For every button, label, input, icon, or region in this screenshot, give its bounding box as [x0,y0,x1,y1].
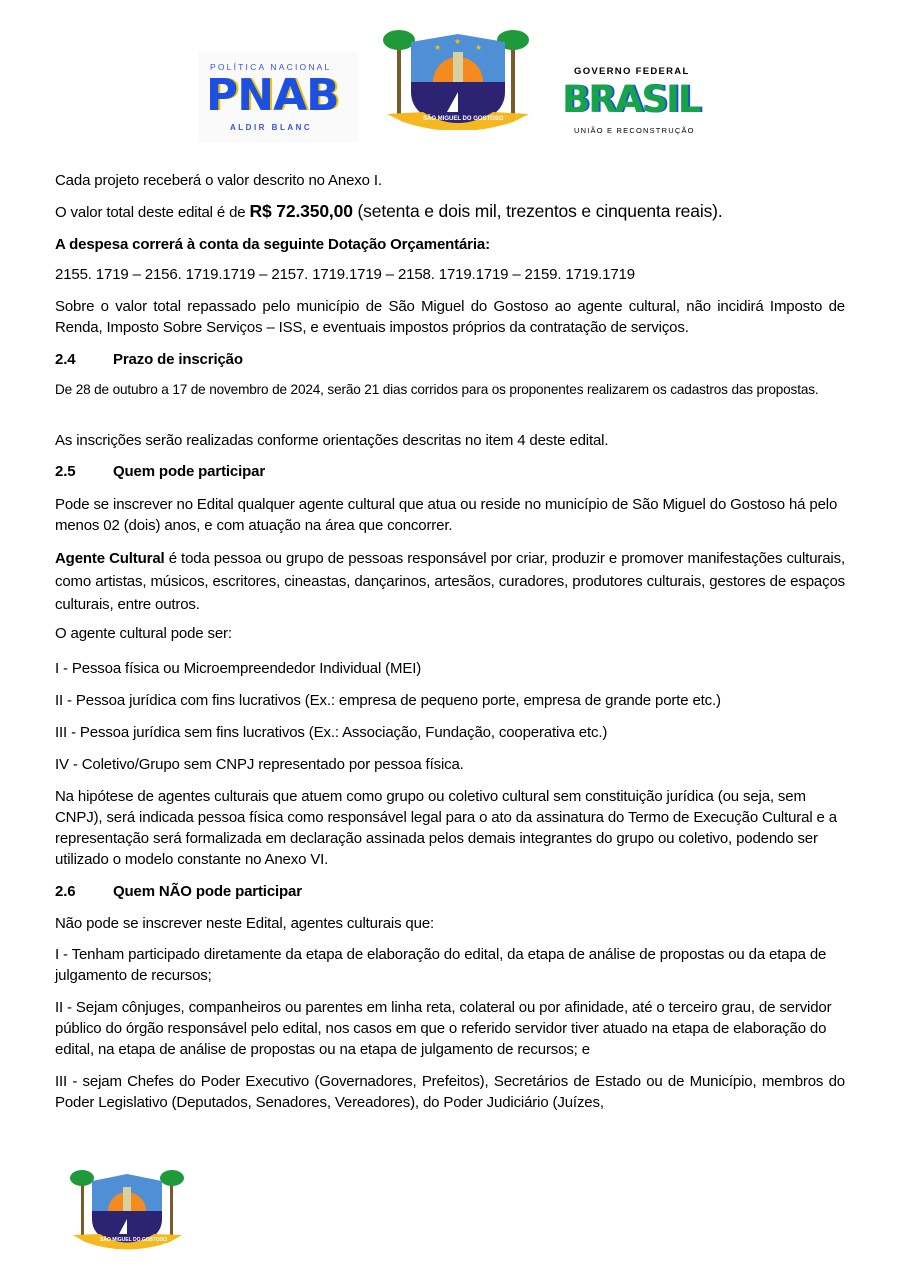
gov-logo-top: GOVERNO FEDERAL [574,66,690,77]
list-item: I - Tenham participado diretamente da etapa de elaboração do edital, da etapa de análise de propostas ou da etapa de julgamento de recursos; [55,946,827,984]
pnab-logo-main: PNAB [206,70,339,121]
paragraph: De 28 de outubro a 17 de novembro de 2024, serão 21 dias corridos para os proponentes realizarem os cadastros das propostas. [55,382,819,397]
seal-graphic [383,22,533,130]
text: O valor total deste edital é de [55,204,250,221]
section-number: 2.4 [55,351,76,368]
gov-logo-bottom: UNIÃO E RECONSTRUÇÃO [574,126,695,135]
term: Agente Cultural [55,550,165,567]
text: (setenta e dois mil, trezentos e cinquenta reais). [352,201,723,221]
section-heading-2-5 [55,461,845,482]
paragraph: Pode se inscrever no Edital qualquer agente cultural que atua ou reside no município de São Miguel do Gostoso há pelo menos 02 (dois) anos, e com atuação na área que concorrer. [55,496,838,534]
list-item: I - Pessoa física ou Microempreendedor Individual (MEI) [55,660,422,677]
budget-codes: 2155. 1719 – 2156. 1719.1719 – 2157. 1719.1719 – 2158. 1719.1719 – 2159. 1719.1719 [55,266,635,283]
paragraph-agente-cultural [55,547,845,616]
section-title: Quem pode participar [113,463,266,480]
governo-federal-logo [560,60,720,140]
section-title: Prazo de inscrição [113,351,243,368]
svg-text:★: ★ [454,37,462,46]
paragraph: O agente cultural pode ser: [55,625,232,642]
paragraph: As inscrições serão realizadas conforme orientações descritas no item 4 deste edital. [55,432,609,449]
footer-seal [70,1165,185,1250]
total-value: R$ 72.350,00 [249,201,353,221]
pnab-logo [198,52,358,142]
svg-text:★: ★ [475,43,483,52]
pnab-logo-bottom: ALDIR BLANC [230,123,313,132]
list-item: IV - Coletivo/Grupo sem CNPJ representado por pessoa física. [55,756,464,773]
section-number: 2.6 [55,883,76,900]
seal-ribbon-text: SÃO MIGUEL DO GOSTOSO [423,116,504,122]
gov-logo-main: BRASIL [562,78,700,121]
list-item: III - sejam Chefes do Poder Executivo (Governadores, Prefeitos), Secretários de Estado ou de Município, membros do Poder Legislativo (Deputados, Senadores, Vereadores), do Poder Judiciário (Juízes, [55,1073,845,1111]
svg-text:★: ★ [434,43,442,52]
text: é toda pessoa ou grupo de pessoas responsável por criar, produzir e promover manifestações culturais, como artistas, músicos, escritores, cineastas, dançarinos, artesãos, curadores, produtores culturais, gestores de espaços culturais, entre outros. [55,550,845,613]
paragraph-heading: A despesa correrá à conta da seguinte Dotação Orçamentária: [55,236,490,253]
list-item: II - Sejam cônjuges, companheiros ou parentes em linha reta, colateral ou por afinidade, até o terceiro grau, de servidor público do órgão responsável pelo edital, nos casos em que o referido servidor tiver atuado na etapa de elaboração do edital, na etapa de análise de propostas ou na etapa de julgamento de recursos; e [55,999,832,1058]
section-heading-2-6 [55,881,845,902]
paragraph: Na hipótese de agentes culturais que atuem como grupo ou coletivo cultural sem constituição jurídica (ou seja, sem CNPJ), será indicada pessoa física como responsável legal para o ato da assinatura do Termo de Execução Cultural e a representação será formalizada em declaração assinada pelos demais integrantes do grupo ou coletivo, podendo ser utilizado o modelo constante no Anexo VI. [55,788,837,868]
footer-seal-ribbon: SÃO MIGUEL DO GOSTOSO [100,1237,168,1243]
section-title: Quem NÃO pode participar [113,883,302,900]
section-number: 2.5 [55,463,76,480]
sao-miguel-seal [383,22,533,130]
paragraph-total-value [55,201,845,223]
list-item: II - Pessoa jurídica com fins lucrativos (Ex.: empresa de pequeno porte, empresa de grande porte etc.) [55,692,721,709]
list-item: III - Pessoa jurídica sem fins lucrativos (Ex.: Associação, Fundação, cooperativa etc.) [55,724,608,741]
paragraph: Cada projeto receberá o valor descrito no Anexo I. [55,172,382,189]
pnab-logo-top: POLÍTICA NACIONAL [210,62,332,72]
section-heading-2-4 [55,349,845,370]
paragraph: Sobre o valor total repassado pelo município de São Miguel do Gostoso ao agente cultural, não incidirá Imposto de Renda, Imposto Sobre Serviços – ISS, e eventuais impostos próprios da contratação de serviços. [55,298,845,336]
paragraph: Não pode se inscrever neste Edital, agentes culturais que: [55,915,435,932]
